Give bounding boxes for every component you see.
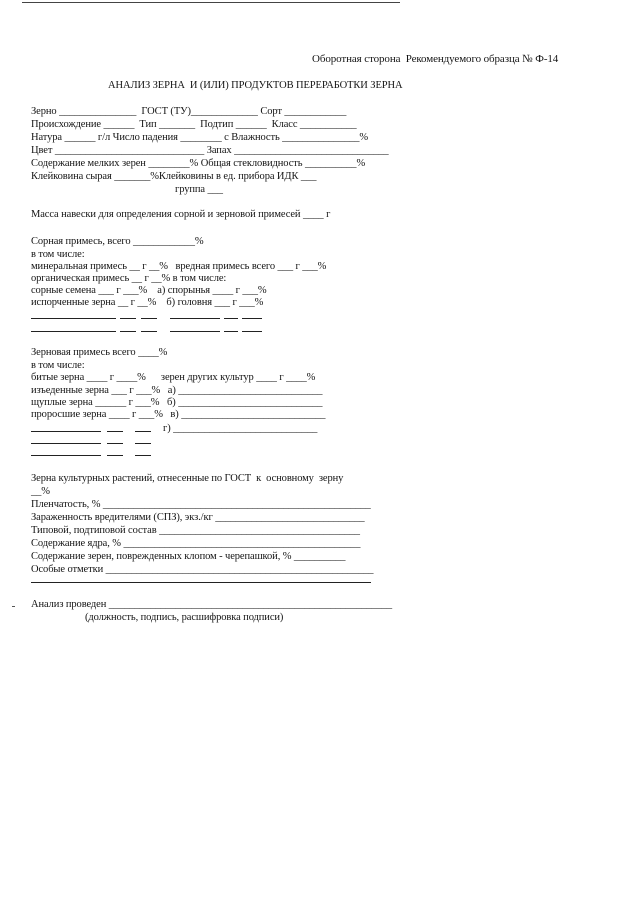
weed-seeds-line: сорные семена ___ г ___% а) спорынья ____ г ___% bbox=[31, 285, 267, 296]
spoiled-grains-line: испорченные зерна __ г __% б) головня ___ г ___% bbox=[31, 297, 264, 308]
grain-line: Зерно _______________ ГОСТ (ТУ)_____________ Сорт ____________ bbox=[31, 106, 347, 117]
bug-damaged-line: Содержание зерен, поврежденных клопом - черепашкой, % __________ bbox=[31, 551, 346, 562]
blank-rule bbox=[242, 318, 262, 319]
form-title: АНАЛИЗ ЗЕРНА И (ИЛИ) ПРОДУКТОВ ПЕРЕРАБОТКИ ЗЕРНА bbox=[108, 80, 403, 91]
blank-rule bbox=[135, 455, 151, 456]
blank-rule bbox=[31, 443, 101, 444]
blank-rule bbox=[120, 331, 136, 332]
broken-grains-line: битые зерна ____ г ____% зерен других культур ____ г ____% bbox=[31, 372, 316, 383]
organic-impurity-line: органическая примесь __ г __% в том числе: bbox=[31, 273, 227, 284]
notes-continuation-rule bbox=[31, 582, 371, 583]
form-reference: Оборотная сторона Рекомендуемого образца № Ф-14 bbox=[312, 53, 559, 65]
top-edge-rule bbox=[22, 2, 400, 3]
blank-rule bbox=[120, 318, 136, 319]
blank-rule bbox=[224, 318, 238, 319]
blank-rule bbox=[135, 431, 151, 432]
grain-impurity-total: Зерновая примесь всего ____% bbox=[31, 347, 168, 358]
weed-impurity-total: Сорная примесь, всего ____________% bbox=[31, 236, 204, 247]
shriveled-grains-line: щуплые зерна ______ г ___% б) ____________________________ bbox=[31, 397, 323, 408]
blank-rule bbox=[31, 331, 116, 332]
blank-rule bbox=[135, 443, 151, 444]
cultivated-grains-percent: __% bbox=[31, 486, 50, 497]
blank-rule bbox=[141, 318, 157, 319]
small-grains-line: Содержание мелких зерен ________% Общая стекловидность __________% bbox=[31, 158, 366, 169]
kernel-content-line: Содержание ядра, % ______________________________________________ bbox=[31, 538, 361, 549]
margin-mark bbox=[12, 606, 15, 607]
blank-rule bbox=[31, 318, 116, 319]
blank-rule bbox=[107, 455, 123, 456]
special-notes-line: Особые отметки ____________________________________________________ bbox=[31, 564, 374, 575]
signature-caption: (должность, подпись, расшифровка подписи) bbox=[85, 612, 284, 623]
eaten-grains-line: изъеденные зерна ___ г ___% а) ____________________________ bbox=[31, 385, 323, 396]
blank-rule bbox=[141, 331, 157, 332]
color-line: Цвет _____________________________ Запах ______________________________ bbox=[31, 145, 389, 156]
blank-rule bbox=[31, 431, 101, 432]
blank-rule bbox=[170, 331, 220, 332]
weed-including-label: в том числе: bbox=[31, 249, 85, 260]
type-composition-line: Типовой, подтиповой состав _______________________________________ bbox=[31, 525, 360, 536]
mineral-impurity-line: минеральная примесь __ г __% вредная примесь всего ___ г ___% bbox=[31, 261, 327, 272]
other-item-g-line: г) ____________________________ bbox=[163, 423, 318, 434]
analysis-by-line: Анализ проведен _______________________________________________________ bbox=[31, 599, 393, 610]
grain-including-label: в том числе: bbox=[31, 360, 85, 371]
gluten-group-line: группа ___ bbox=[175, 184, 223, 195]
nature-line: Натура ______ г/л Число падения ________ с Влажность _______________% bbox=[31, 132, 369, 143]
blank-rule bbox=[170, 318, 220, 319]
gluten-line: Клейковина сырая _______%Клейковины в ед. прибора ИДК ___ bbox=[31, 171, 317, 182]
blank-rule bbox=[107, 443, 123, 444]
cultivated-grains-line: Зерна культурных растений, отнесенные по ГОСТ к основному зерну bbox=[31, 473, 344, 484]
origin-line: Происхождение ______ Тип _______ Подтип ______ Класс ___________ bbox=[31, 119, 357, 130]
filminess-line: Пленчатость, % ____________________________________________________ bbox=[31, 499, 371, 510]
blank-rule bbox=[31, 455, 101, 456]
pest-infestation-line: Зараженность вредителями (СПЗ), экз./кг _____________________________ bbox=[31, 512, 365, 523]
blank-rule bbox=[224, 331, 238, 332]
sprouted-grains-line: проросшие зерна ____ г ___% в) ____________________________ bbox=[31, 409, 326, 420]
blank-rule bbox=[107, 431, 123, 432]
blank-rule bbox=[242, 331, 262, 332]
sample-mass-line: Масса навески для определения сорной и зерновой примесей ____ г bbox=[31, 209, 331, 220]
